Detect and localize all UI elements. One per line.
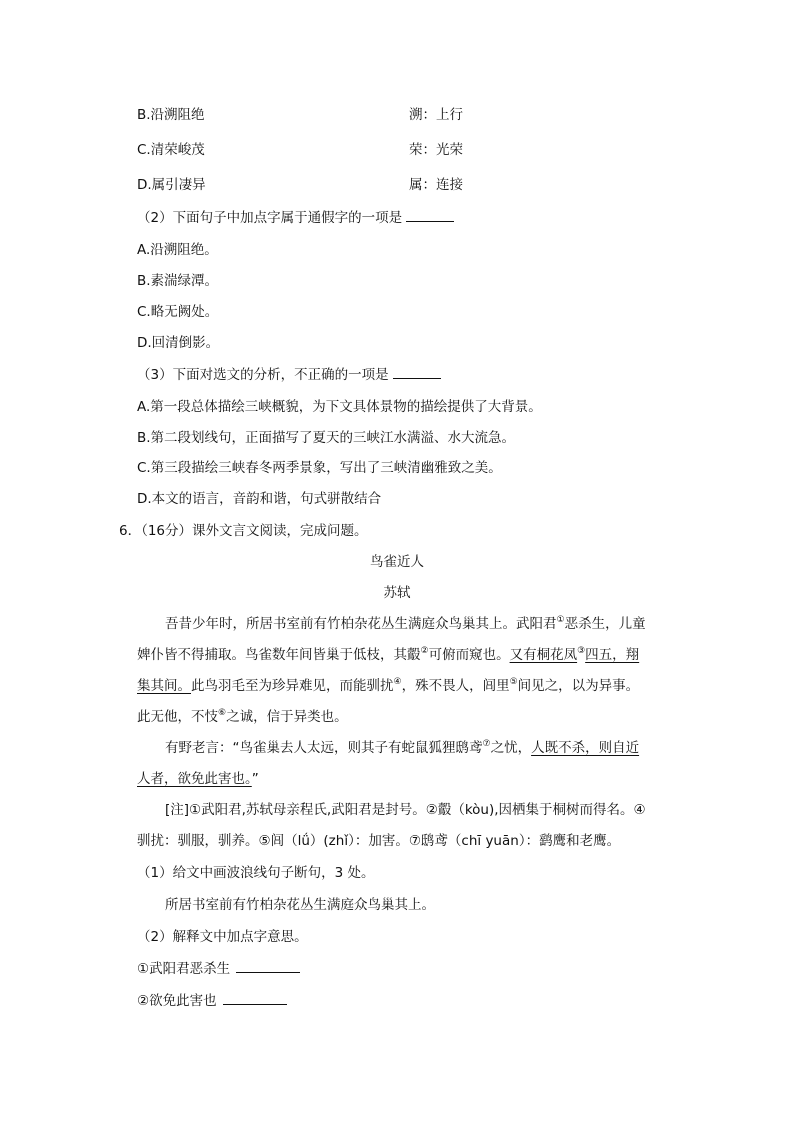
answer-blank[interactable]	[406, 209, 454, 222]
option: A.沿溯阻绝。	[137, 242, 218, 258]
sub-question-1: （1）给文中画波浪线句子断句，3 处。	[137, 865, 375, 881]
passage-author: 苏轼	[383, 585, 411, 601]
passage-line: 有野老言：“鸟雀巢去人太远，则其子有蛇鼠狐狸鸱鸢⑦之忧，人既不杀，则自近	[165, 739, 640, 756]
option: B.素湍绿潭。	[137, 273, 219, 289]
passage-line: 吾昔少年时，所居书室前有竹柏杂花丛生满庭众鸟巢其上。武阳君①恶杀生，儿童	[165, 615, 646, 632]
underlined-phrase: 集其间。	[137, 678, 191, 694]
note-marker: ②	[420, 646, 429, 656]
option: D.本文的语言，音韵和谐，句式骈散结合	[137, 491, 382, 507]
option: B.第二段划线句，正面描写了夏天的三峡江水满溢、水大流急。	[137, 430, 516, 446]
passage-line: 集其间。此鸟羽毛至为珍异难见，而能驯扰④，殊不畏人，闾里⑤间见之，以为异事。	[137, 677, 640, 694]
answer-blank[interactable]	[393, 366, 441, 379]
passage-line: 婢仆皆不得捕取。鸟雀数年间皆巢于低枝，其鷇②可俯而窥也。又有桐花凤③四五，翔	[137, 646, 640, 663]
option-c-row	[137, 141, 463, 159]
note-marker: ⑥	[218, 708, 227, 718]
option: A.第一段总体描绘三峡概貌，为下文具体景物的描绘提供了大背景。	[137, 399, 542, 415]
question-5-2: （2）下面句子中加点字属于通假字的一项是	[137, 209, 454, 227]
note-marker: ③	[577, 646, 586, 656]
sub-question-item: ①武阳君恶杀生	[137, 960, 300, 978]
note-marker: ⑤	[509, 677, 518, 687]
answer-blank[interactable]	[236, 960, 300, 973]
option-label: D.属引凄异	[137, 177, 206, 193]
annotation-line: [注]①武阳君,苏轼母亲程氏,武阳君是封号。②鷇（kòu),因栖集于桐树而得名。④	[165, 802, 646, 818]
passage-title: 鸟雀近人	[370, 554, 424, 570]
option: C.略无阙处。	[137, 304, 219, 320]
option-meaning: 荣：光荣	[409, 142, 463, 158]
option-b-row	[137, 106, 463, 124]
sub-question-2: （2）解释文中加点字意思。	[137, 929, 308, 945]
underlined-phrase: 又有桐花凤	[509, 647, 578, 663]
option-label: B.沿溯阻绝	[137, 107, 205, 123]
question-5-3: （3）下面对选文的分析，不正确的一项是	[137, 366, 441, 384]
note-marker: ①	[556, 615, 565, 625]
note-marker: ⑦	[482, 739, 491, 749]
underlined-phrase: 人既不杀，则自近	[531, 740, 640, 756]
option: D.回清倒影。	[137, 335, 220, 351]
note-marker: ④	[393, 677, 402, 687]
sub-question-item: ②欲免此害也	[137, 992, 287, 1010]
answer-blank[interactable]	[223, 992, 287, 1005]
question-6-header: 6．（16分）课外文言文阅读，完成问题。	[119, 523, 368, 539]
passage-line: 此无他，不忮⑥之诚，信于异类也。	[137, 708, 348, 725]
option-meaning: 溯：上行	[409, 107, 463, 123]
annotation-line: 驯扰：驯服，驯养。⑤闾（lǘ）(zhǐ）：加害。⑦鸱鸢（chī yuān）：鹞鹰和老鹰。	[137, 833, 621, 849]
option-d-row	[137, 176, 463, 194]
underlined-phrase: 人者，欲免此害也。	[137, 771, 252, 787]
underlined-phrase: 四五，翔	[585, 647, 640, 663]
passage-line: 人者，欲免此害也。”	[137, 771, 259, 787]
option-label: C.清荣峻茂	[137, 142, 205, 158]
sentence-to-punctuate: 所居书室前有竹柏杂花丛生满庭众鸟巢其上。	[165, 897, 435, 913]
option: C.第三段描绘三峡春冬两季景象，写出了三峡清幽雅致之美。	[137, 460, 502, 476]
option-meaning: 属：连接	[409, 177, 463, 193]
